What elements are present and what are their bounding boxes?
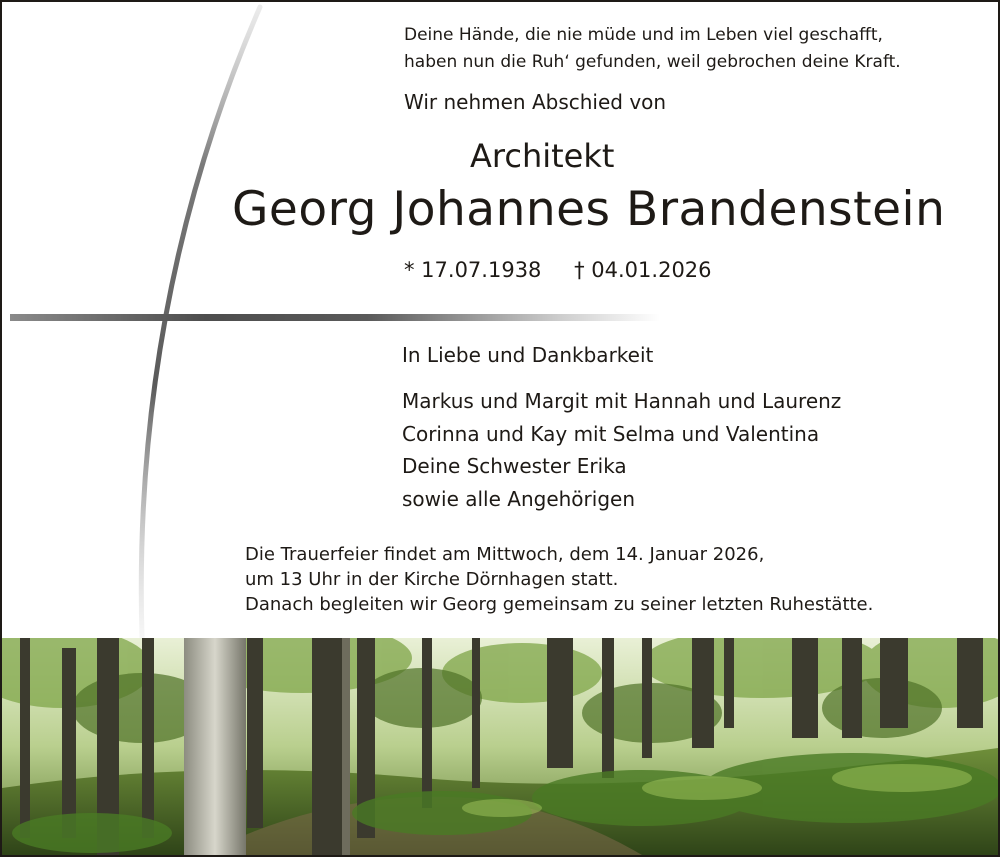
farewell-intro: Wir nehmen Abschied von: [404, 90, 667, 114]
deceased-name: Georg Johannes Brandenstein: [232, 182, 946, 237]
funeral-line: Danach begleiten wir Georg gemeinsam zu seiner letzten Ruhestätte.: [245, 594, 874, 615]
forest-photo: [2, 638, 998, 855]
deceased-title: Architekt: [470, 137, 615, 175]
mourner-entry: Markus und Margit mit Hannah und Laurenz: [402, 389, 842, 413]
verse-line: Deine Hände, die nie müde und im Leben viel geschafft,: [404, 25, 883, 45]
funeral-line: Die Trauerfeier findet am Mittwoch, dem 14. Januar 2026,: [245, 544, 765, 565]
memorial-verse: [404, 22, 901, 76]
death-date: † 04.01.2026: [574, 258, 712, 282]
mourner-entry: sowie alle Angehörigen: [402, 486, 635, 511]
mourner-entry: Deine Schwester Erika: [402, 454, 627, 478]
cross-horizontal-beam: [10, 314, 660, 321]
gratitude-heading: In Liebe und Dankbarkeit: [402, 343, 654, 367]
verse-line: haben nun die Ruh‘ gefunden, weil gebrochen deine Kraft.: [404, 52, 901, 72]
birth-date: * 17.07.1938: [404, 258, 542, 282]
life-dates: [404, 258, 712, 282]
funeral-line: um 13 Uhr in der Kirche Dörnhagen statt.: [245, 569, 619, 590]
funeral-details: [245, 542, 873, 617]
mourners-list: [402, 385, 841, 515]
mourner-entry: Corinna und Kay mit Selma und Valentina: [402, 421, 820, 446]
